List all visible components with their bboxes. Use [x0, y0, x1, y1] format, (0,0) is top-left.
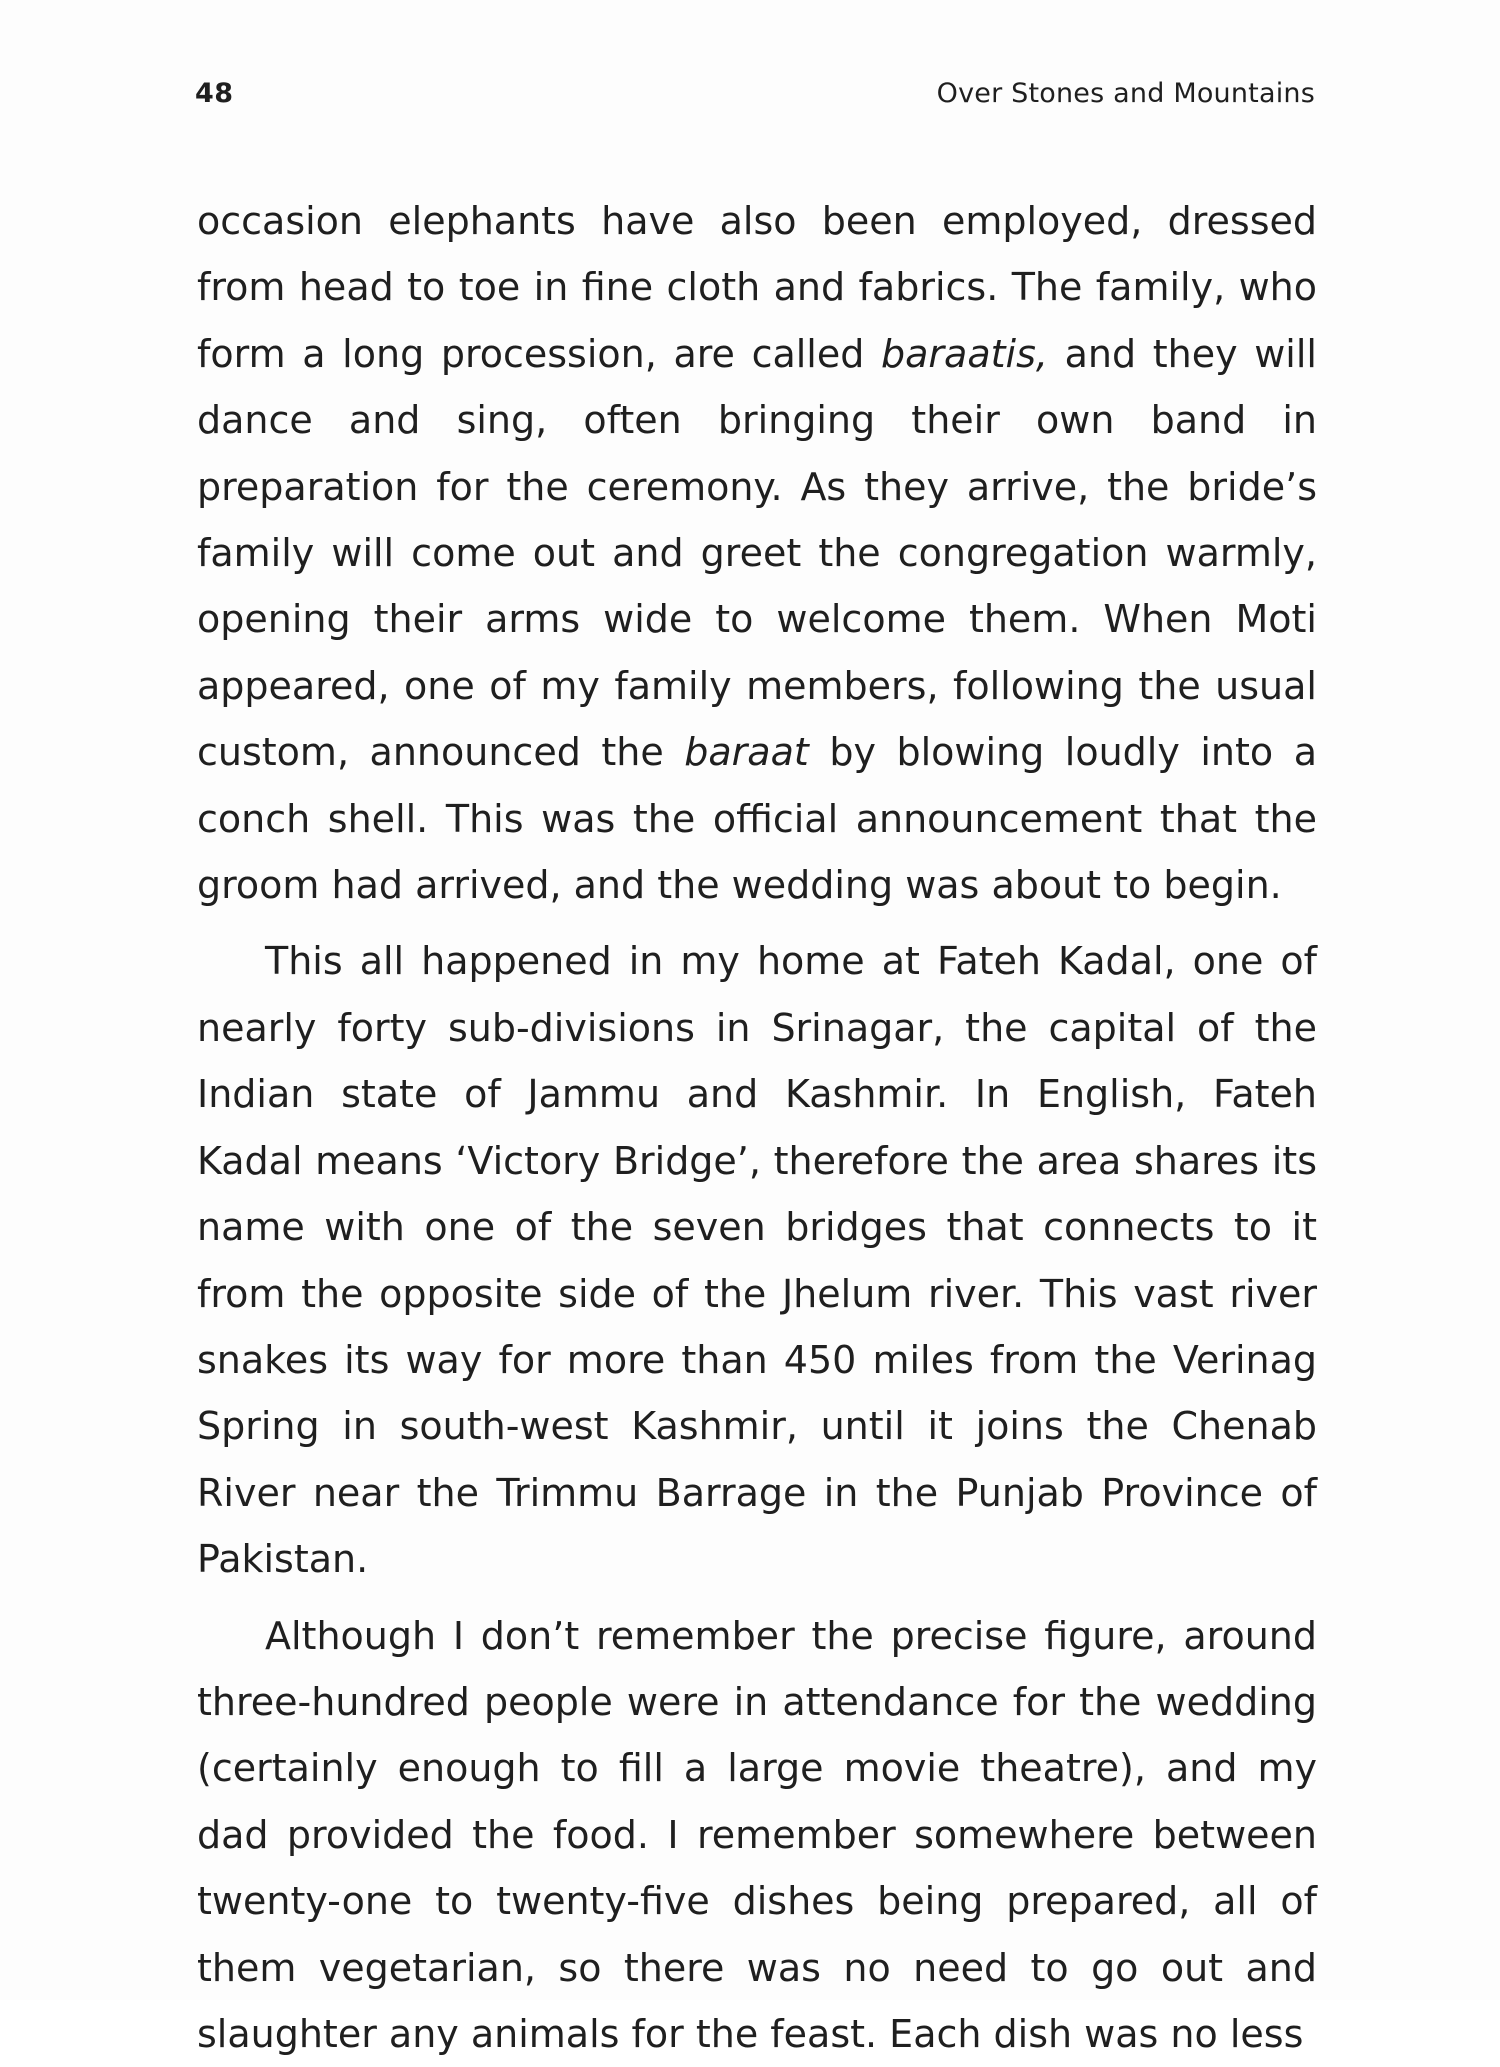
- term-baraat: baraat: [684, 730, 809, 775]
- paragraph-1-text-a: occasion elephants have also been employed, dressed from head to toe in fine cloth and fabrics. The family, who form a long procession, are called: [197, 199, 1317, 376]
- paragraph-1-text-b: and they will dance and sing, often bringing their own band in preparation for the ceremony. As they arrive, the bride’s family will come out and greet the congregation warmly, opening their arms wide to welcome them. When Moti appeared, one of my family members, following the usual custom, announced the: [197, 331, 1317, 775]
- body-text: [197, 188, 1317, 2067]
- page-number: 48: [195, 78, 234, 109]
- running-header: [195, 78, 1315, 118]
- book-title: Over Stones and Mountains: [936, 78, 1315, 109]
- paragraph-3: Although I don’t remember the precise figure, around three-hundred people were in attendance for the wedding (certainly enough to fill a large movie theatre), and my dad provided the food. I remember somewhere between twenty-one to twenty-five dishes being prepared, all of them vegetarian, so there was no need to go out and slaughter any animals for the feast. Each dish was no less: [197, 1613, 1317, 2056]
- paragraph-2: This all happened in my home at Fateh Kadal, one of nearly forty sub-divisions in Srinagar, the capital of the Indian state of Jammu and Kashmir. In English, Fateh Kadal means ‘Victory Bridge’, therefore the area shares its name with one of the seven bridges that connects to it from the opposite side of the Jhelum river. This vast river snakes its way for more than 450 miles from the Verinag Spring in south-west Kashmir, until it joins the Chenab River near the Trimmu Barrage in the Punjab Province of Pakistan.: [197, 939, 1317, 1582]
- paragraph-1: [197, 188, 1317, 918]
- paragraph-1-text-c: by blowing loudly into a conch shell. This was the official announcement that the groom had arrived, and the wedding was about to begin.: [197, 730, 1317, 908]
- term-baraatis: baraatis,: [881, 331, 1048, 376]
